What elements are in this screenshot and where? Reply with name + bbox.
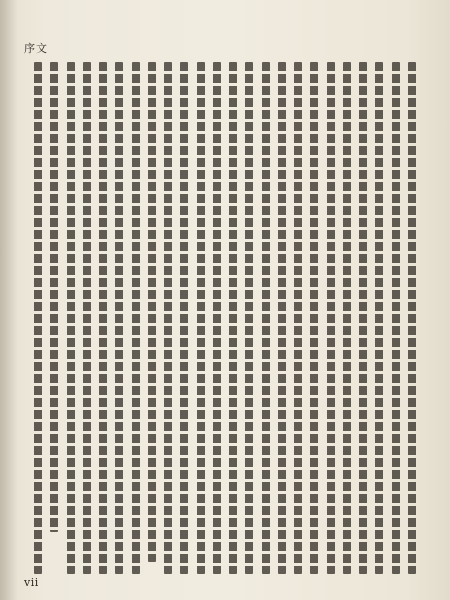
text-column bbox=[67, 62, 75, 574]
text-column bbox=[310, 62, 318, 574]
text-column bbox=[148, 62, 156, 562]
text-column bbox=[294, 62, 302, 574]
text-column bbox=[245, 62, 253, 574]
text-column bbox=[359, 62, 367, 574]
binding-shadow bbox=[0, 0, 18, 600]
page-number: vii bbox=[24, 576, 39, 589]
text-column bbox=[343, 62, 351, 574]
text-column bbox=[34, 62, 42, 574]
text-column bbox=[164, 62, 172, 574]
text-column bbox=[262, 62, 270, 574]
text-column bbox=[229, 62, 237, 574]
text-column bbox=[278, 62, 286, 574]
vertical-text-block bbox=[30, 62, 420, 574]
text-column bbox=[197, 62, 205, 574]
text-column bbox=[83, 62, 91, 574]
text-column bbox=[327, 62, 335, 574]
text-column bbox=[392, 62, 400, 574]
text-column bbox=[115, 62, 123, 574]
text-column bbox=[375, 62, 383, 574]
text-column bbox=[50, 62, 58, 532]
text-column bbox=[408, 62, 416, 574]
text-column bbox=[180, 62, 188, 574]
text-column bbox=[99, 62, 107, 574]
running-head: 序文 bbox=[24, 42, 48, 55]
text-column bbox=[213, 62, 221, 574]
text-column bbox=[132, 62, 140, 574]
